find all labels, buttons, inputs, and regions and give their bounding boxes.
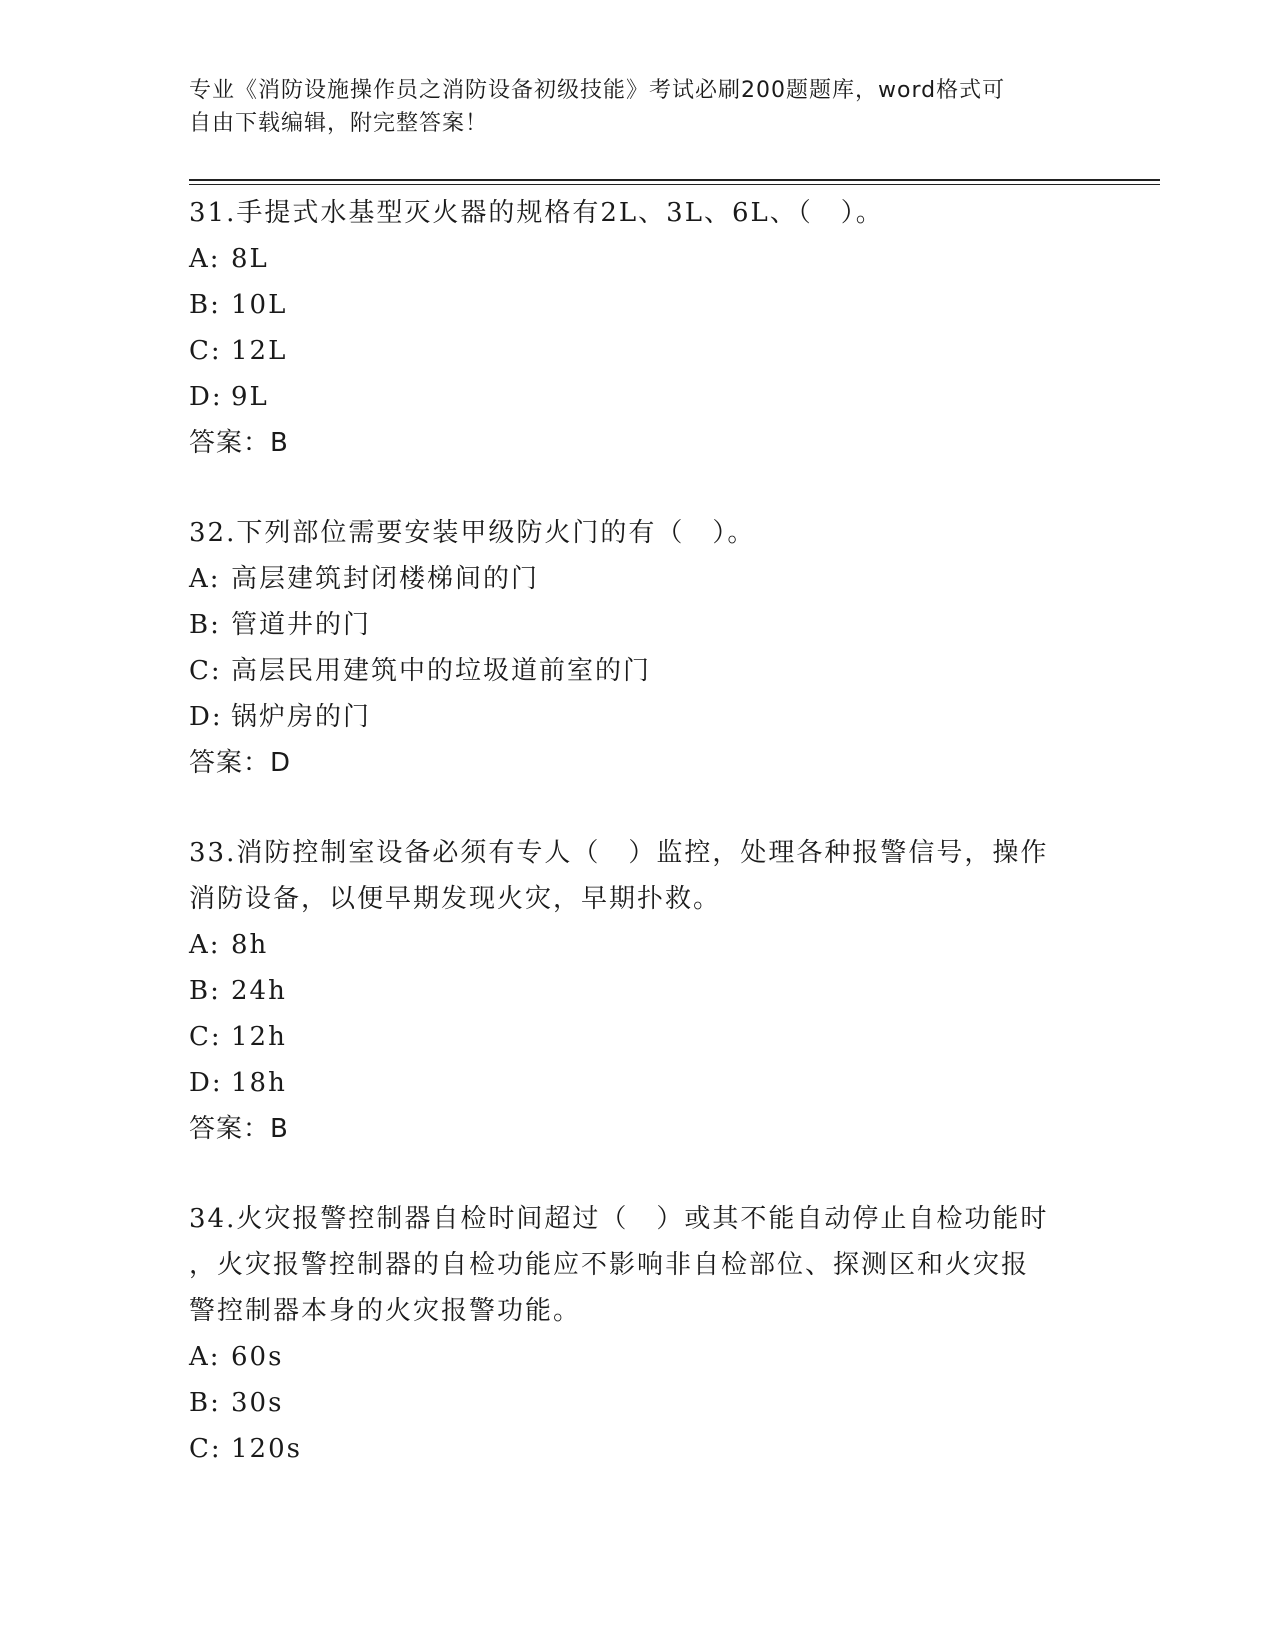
header-divider-thick bbox=[189, 179, 1160, 181]
option-c: C: 12h bbox=[189, 1022, 287, 1052]
question-34 bbox=[189, 1196, 1089, 1472]
option-d: D: 18h bbox=[189, 1068, 287, 1098]
option-b: B: 30s bbox=[189, 1388, 284, 1418]
option-d: D: 9L bbox=[189, 382, 269, 412]
answer: 答案：B bbox=[189, 1114, 289, 1144]
header-divider-thin bbox=[189, 184, 1160, 185]
option-a: A: 60s bbox=[189, 1342, 284, 1372]
stem-line: 31.手提式水基型灭火器的规格有2L、3L、6L、（ ）。 bbox=[189, 198, 884, 228]
stem-line: 32.下列部位需要安装甲级防火门的有（ ）。 bbox=[189, 518, 756, 548]
option-c: C: 12L bbox=[189, 336, 288, 366]
answer: 答案：B bbox=[189, 428, 289, 458]
option-b: B: 10L bbox=[189, 290, 288, 320]
option-a: A: 高层建筑封闭楼梯间的门 bbox=[189, 564, 540, 594]
stem-line: 34.火灾报警控制器自检时间超过（ ）或其不能自动停止自检功能时 bbox=[189, 1204, 1049, 1234]
question-stem bbox=[189, 510, 1089, 556]
option-c: C: 120s bbox=[189, 1434, 302, 1464]
option-d: D: 锅炉房的门 bbox=[189, 702, 372, 732]
stem-line: ，火灾报警控制器的自检功能应不影响非自检部位、探测区和火灾报 bbox=[189, 1250, 1030, 1280]
question-list bbox=[189, 190, 1089, 1472]
question-33 bbox=[189, 830, 1089, 1196]
option-a: A: 8L bbox=[189, 244, 269, 274]
option-c: C: 高层民用建筑中的垃圾道前室的门 bbox=[189, 656, 652, 686]
stem-line: 消防设备，以便早期发现火灾，早期扑救。 bbox=[189, 884, 722, 914]
answer: 答案：D bbox=[189, 748, 292, 778]
option-b: B: 24h bbox=[189, 976, 287, 1006]
stem-line: 33.消防控制室设备必须有专人（ ）监控，处理各种报警信号，操作 bbox=[189, 838, 1049, 868]
option-a: A: 8h bbox=[189, 930, 269, 960]
question-stem bbox=[189, 1196, 1089, 1334]
stem-line: 警控制器本身的火灾报警功能。 bbox=[189, 1296, 582, 1326]
question-stem bbox=[189, 830, 1089, 922]
question-32 bbox=[189, 510, 1089, 830]
header-line-1: 专业《消防设施操作员之消防设备初级技能》考试必刷200题题库，word格式可 bbox=[189, 78, 1006, 103]
question-31 bbox=[189, 190, 1089, 510]
question-stem bbox=[189, 190, 1089, 236]
document-header bbox=[189, 74, 1069, 140]
option-b: B: 管道井的门 bbox=[189, 610, 372, 640]
header-line-2: 自由下载编辑，附完整答案！ bbox=[189, 111, 489, 136]
